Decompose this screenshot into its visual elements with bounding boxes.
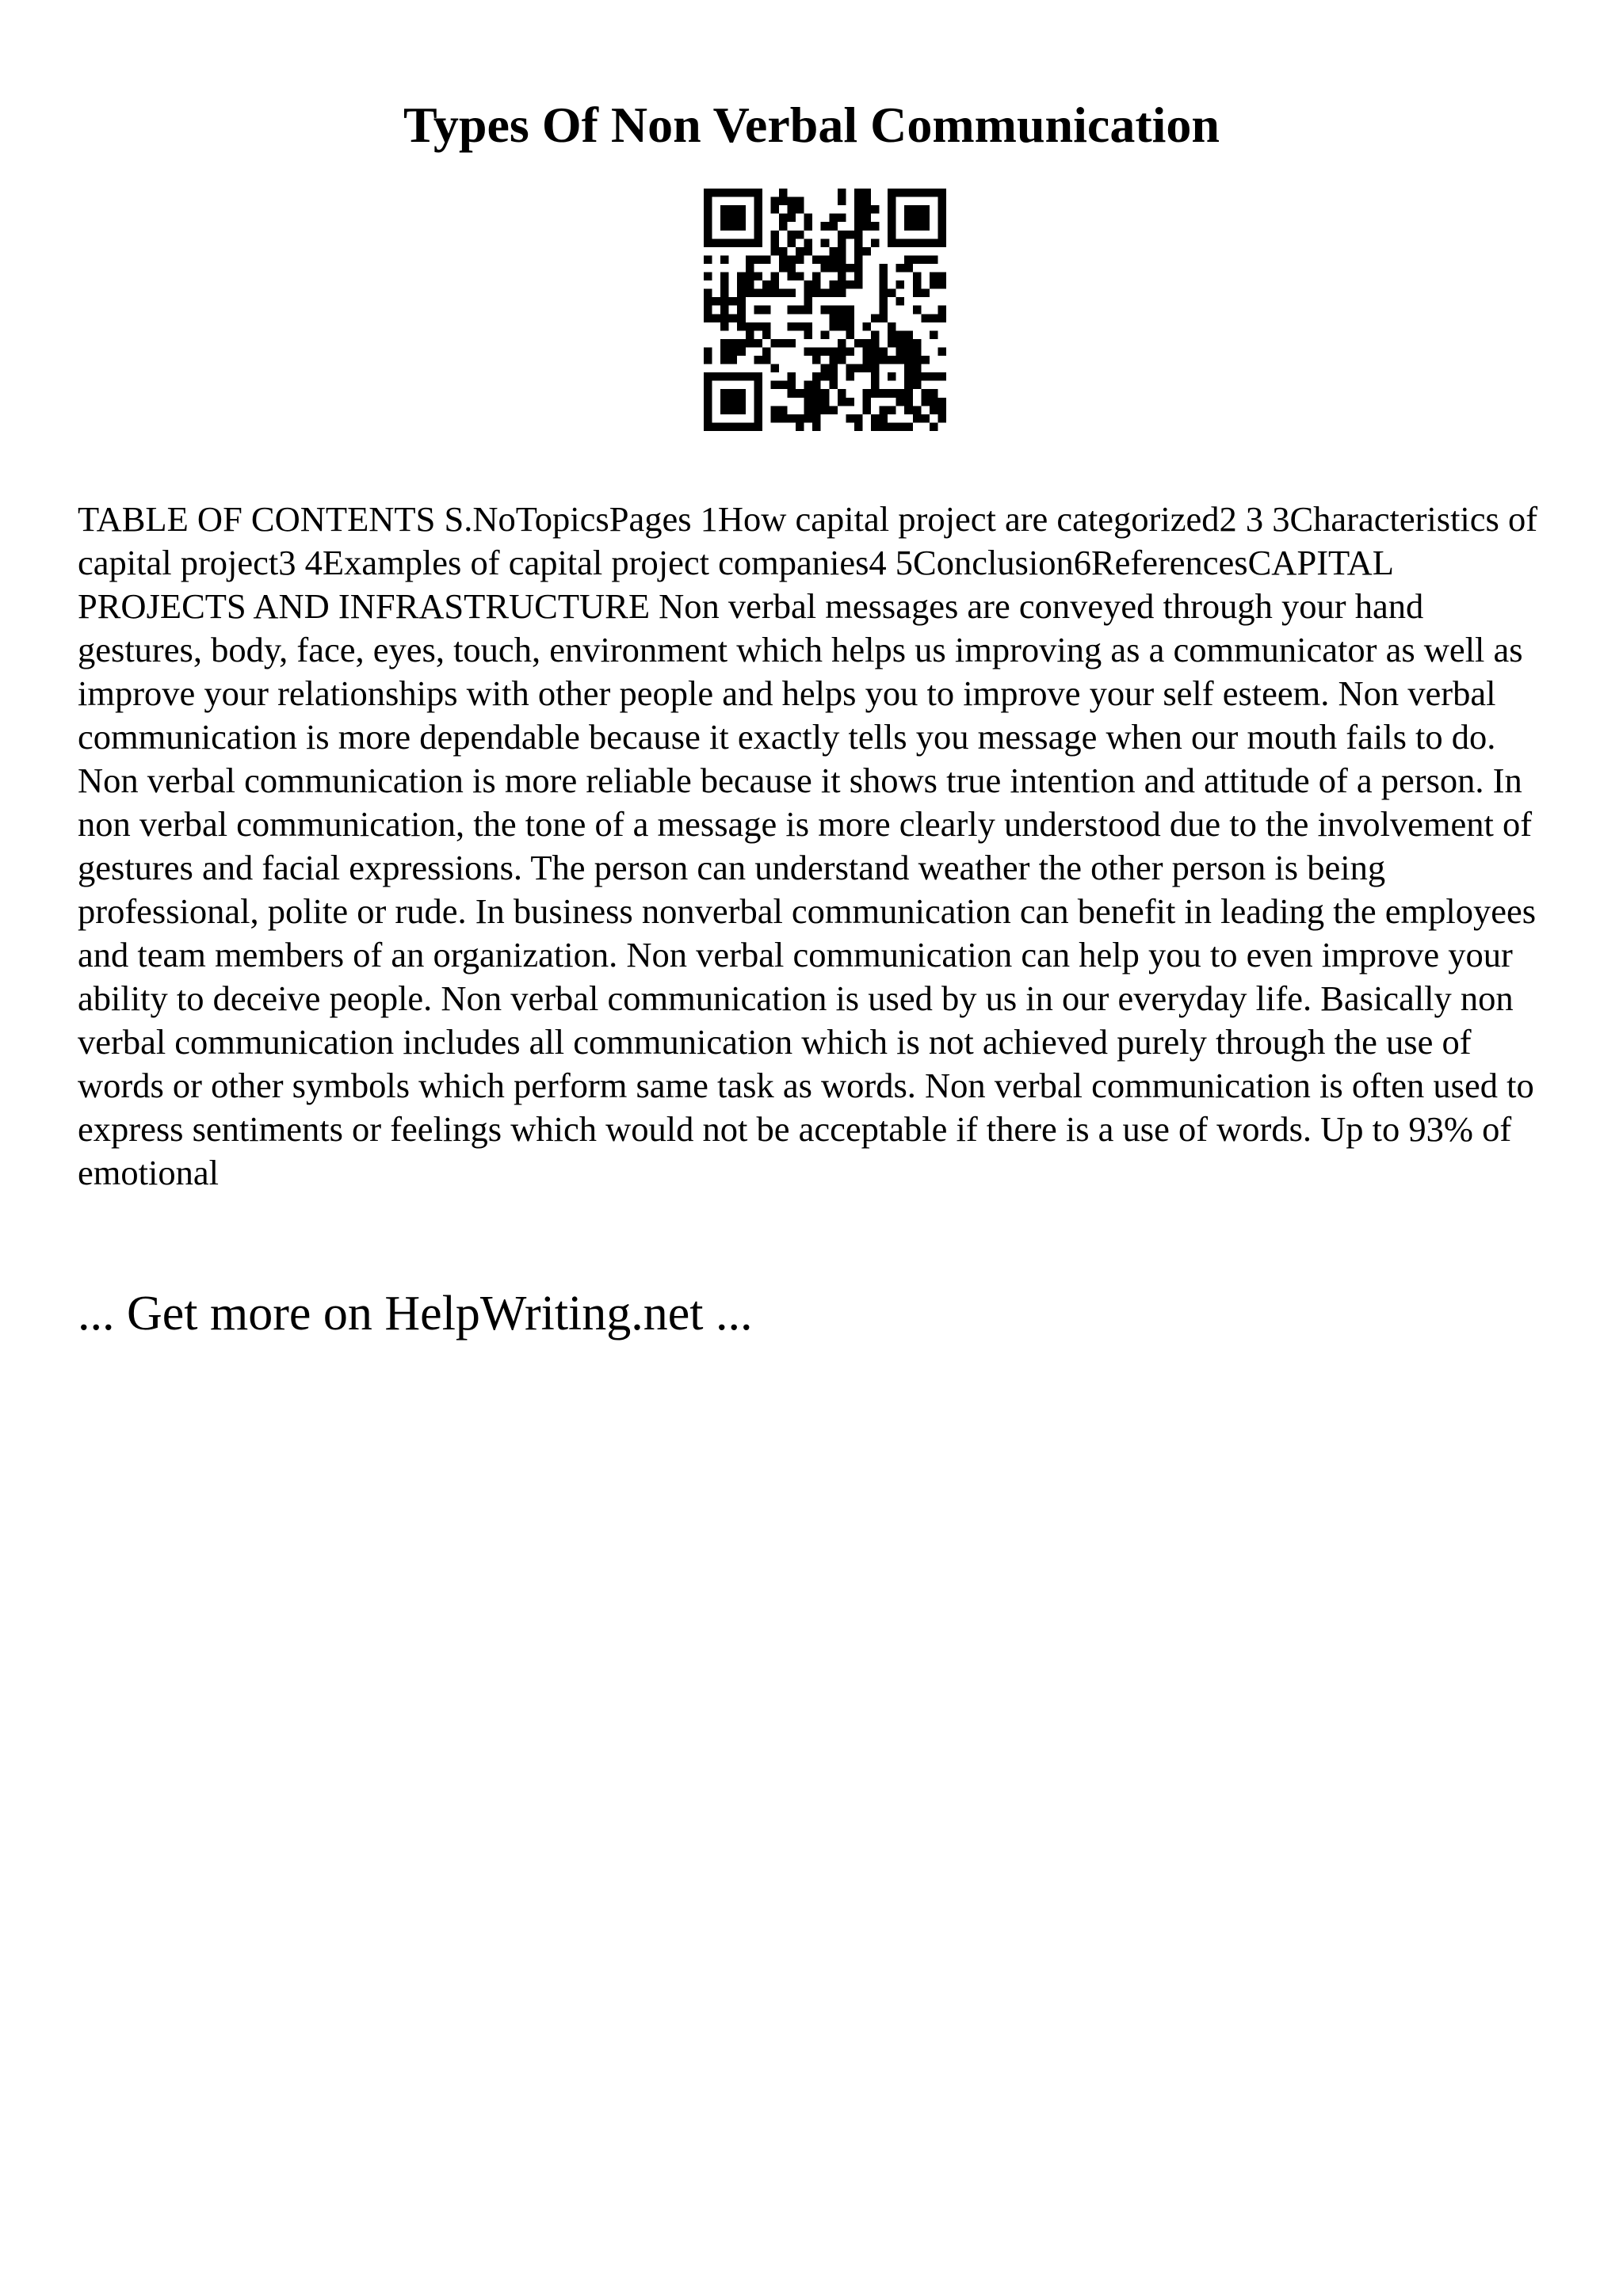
body-paragraph: TABLE OF CONTENTS S.NoTopicsPages 1How capital project are categorized2 3 3Characteristics of capital project3 4Examples of capital project companies4 5Conclusion6ReferencesCAPITAL PROJECTS AND INFRASTRUCTURE Non verbal messages are conveyed through your hand gestures, body, face, eyes, touch, environment which helps us improving as a communicator as well as improve your relationships with other people and helps you to improve your self esteem. Non verbal communication is more dependable because it exactly tells you message when our mouth fails to do. Non verbal communication is more reliable because it shows true intention and attitude of a person. In non verbal communication, the tone of a message is more clearly understood due to the involvement of gestures and facial expressions. The person can understand weather the other person is being professional, polite or rude. In business nonverbal communication can benefit in leading the employees and team members of an organization. Non verbal communication can help you to even improve your ability to deceive people. Non verbal communication is used by us in our everyday life. Basically non verbal communication includes all communication which is not achieved purely through the use of words or other symbols which perform same task as words. Non verbal communication is often used to express sentiments or feelings which would not be acceptable if there is a use of words. Up to 93% of emotional (78, 499, 1538, 1192)
page-title: Types Of Non Verbal Communication (403, 97, 1220, 153)
qr-code-icon (704, 189, 946, 431)
qr-code (704, 189, 946, 431)
get-more-link[interactable]: ... Get more on HelpWriting.net ... (78, 1287, 753, 1341)
